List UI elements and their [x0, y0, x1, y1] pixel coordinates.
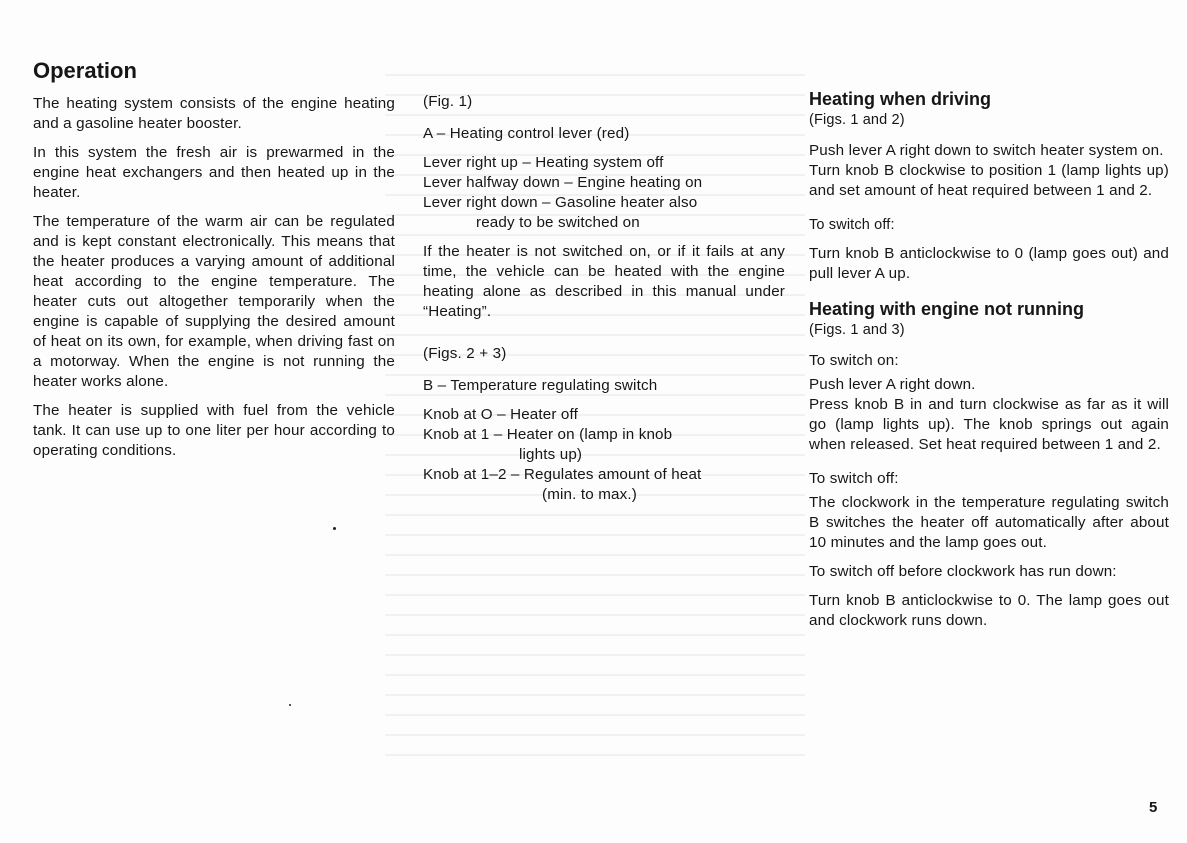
paragraph: Press knob B in and turn clockwise as far as it will go (lamp lights up). The knob springs out again when released. Set heat required between 1 and 2. [809, 396, 1169, 453]
column-instructions [809, 88, 1169, 640]
lever-position: Lever right up – Heating system off [423, 154, 664, 171]
page-number: 5 [1149, 799, 1158, 816]
figure-ref-2-3: (Figs. 2 + 3) [423, 345, 507, 362]
lever-position-continued: ready to be switched on [476, 214, 640, 231]
paragraph: Push lever A right down. [809, 376, 976, 393]
section-title-operation: Operation [33, 58, 137, 83]
paragraph: Turn knob B anticlockwise to 0. The lamp goes out and clockwork runs down. [809, 592, 1169, 629]
section-title-driving: Heating when driving [809, 89, 992, 109]
lever-position: Lever halfway down – Engine heating on [423, 174, 703, 191]
knob-position: Knob at O – Heater off [423, 406, 578, 423]
print-speck [333, 527, 336, 530]
column-controls [423, 92, 785, 514]
paragraph: Turn knob B anticlockwise to 0 (lamp goes out) and pull lever A up. [809, 245, 1169, 282]
print-speck [289, 704, 291, 706]
paragraph: In this system the fresh air is prewarmed in the engine heat exchangers and then heated up in the heater. [33, 144, 395, 201]
control-a-label: A – Heating control lever (red) [423, 125, 630, 142]
knob-positions-list [423, 405, 785, 505]
lever-positions-list [423, 153, 785, 233]
paragraph: The clockwork in the temperature regulating switch B switches the heater off automatically after about 10 minutes and the lamp goes out. [809, 494, 1169, 551]
paragraph: Push lever A right down to switch heater system on. [809, 142, 1164, 159]
subheading-switch-on: To switch on: [809, 352, 899, 369]
fallback-note: If the heater is not switched on, or if it fails at any time, the vehicle can be heated with the engine heating alone as described in this manual under “Heating”. [423, 243, 785, 320]
subheading-switch-off: To switch off: [809, 470, 899, 487]
paragraph: Turn knob B clockwise to position 1 (lamp lights up) and set amount of heat required between 1 and 2. [809, 162, 1169, 199]
knob-position: Knob at 1 – Heater on (lamp in knob [423, 426, 673, 443]
figure-ref: (Figs. 1 and 2) [809, 112, 905, 128]
paragraph: The heating system consists of the engine heating and a gasoline heater booster. [33, 95, 395, 132]
column-operation [33, 58, 395, 470]
paragraph: The heater is supplied with fuel from the vehicle tank. It can use up to one liter per hour according to operating conditions. [33, 402, 395, 459]
knob-position-continued: (min. to max.) [542, 486, 637, 503]
knob-position-continued: lights up) [519, 446, 583, 463]
subheading-switch-off: To switch off: [809, 217, 895, 233]
knob-position: Knob at 1–2 – Regulates amount of heat [423, 466, 702, 483]
lever-position: Lever right down – Gasoline heater also [423, 194, 698, 211]
subheading-switch-off-early: To switch off before clockwork has run down: [809, 563, 1117, 580]
paragraph: The temperature of the warm air can be regulated and is kept constant electronically. This means that the heater produces a varying amount of additional heat according to the engine temperature. The heater cuts out altogether temporarily when the engine is capable of supplying the desired amount of heat on its own, for example, when driving fast on a motorway. When the engine is not running the heater works alone. [33, 213, 395, 390]
section-title-not-running: Heating with engine not running [809, 299, 1084, 319]
control-b-label: B – Temperature regulating switch [423, 377, 658, 394]
figure-ref-1: (Fig. 1) [423, 93, 473, 110]
figure-ref: (Figs. 1 and 3) [809, 322, 905, 338]
